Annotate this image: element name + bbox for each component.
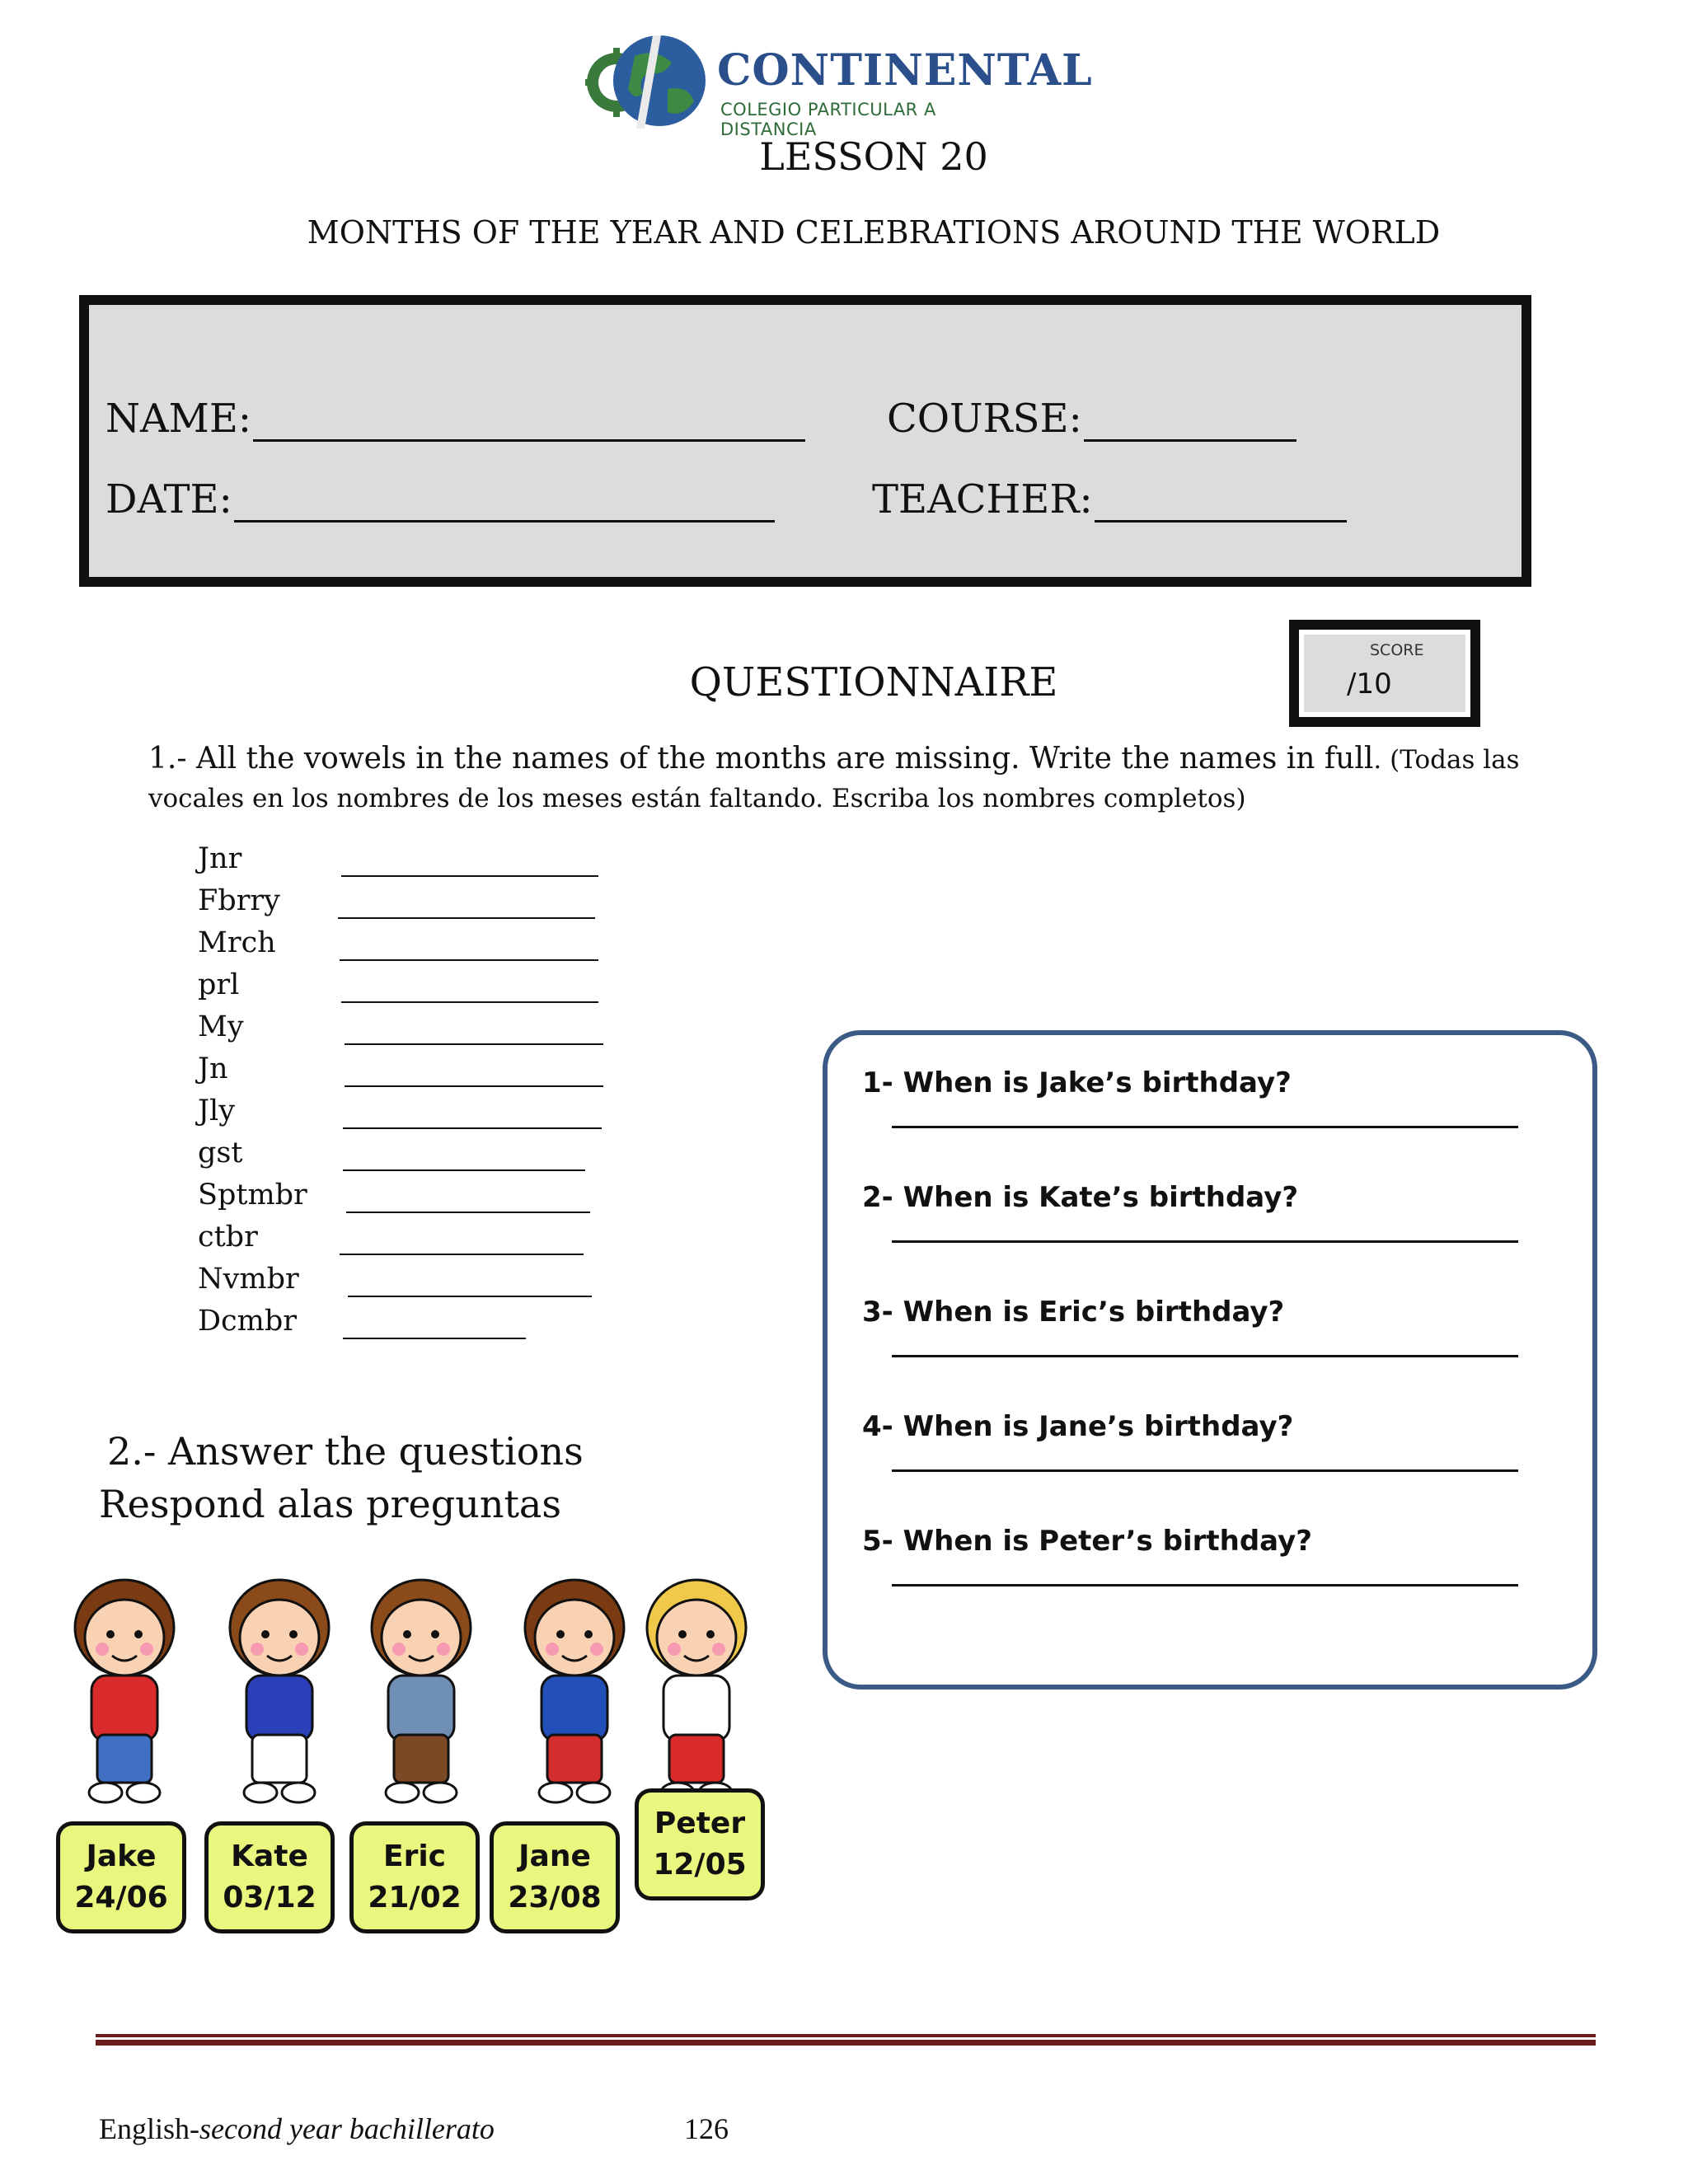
month-answer-blank[interactable] [340, 926, 598, 961]
kid-figure-jake [54, 1570, 195, 1817]
birthday-question: 3- When is Eric’s birthday? [862, 1296, 1285, 1329]
name-tag-peter [635, 1788, 765, 1900]
name-tag-kate [204, 1821, 335, 1933]
month-row [198, 926, 276, 966]
month-scrambled-label: gst [198, 1137, 243, 1169]
month-scrambled-label: Mrch [198, 926, 276, 959]
month-row [198, 1137, 242, 1176]
lesson-title: LESSON 20 [759, 134, 988, 179]
name-tag-eric [349, 1821, 480, 1933]
name-label: NAME: [106, 396, 252, 442]
kid-figure-jane [504, 1570, 645, 1817]
month-answer-blank[interactable] [341, 842, 598, 877]
date-field[interactable] [106, 476, 775, 523]
birthday-question: 1- When is Jake’s birthday? [862, 1066, 1292, 1099]
footer-subject-plain: English- [99, 2112, 199, 2145]
score-value: /10 [1347, 668, 1392, 701]
month-row [198, 884, 280, 924]
birthday-questions-panel [823, 1030, 1597, 1690]
birthday-answer-line[interactable] [892, 1584, 1518, 1586]
lesson-subtitle: MONTHS OF THE YEAR AND CELEBRATIONS AROUND THE WORLD [307, 214, 1441, 251]
kid-figure-eric [351, 1570, 491, 1817]
page-number: 126 [684, 2112, 729, 2145]
question-2-subtitle: Respond alas preguntas [99, 1482, 561, 1526]
name-field[interactable] [106, 396, 805, 442]
month-row [198, 1221, 258, 1260]
month-answer-blank[interactable] [343, 1305, 526, 1339]
course-label: COURSE: [887, 396, 1082, 442]
birthday-question: 4- When is Jane’s birthday? [862, 1410, 1294, 1443]
birthday-question: 5- When is Peter’s birthday? [862, 1525, 1312, 1558]
student-info-box [79, 295, 1531, 587]
kid-name: Eric [382, 1840, 447, 1873]
month-scrambled-label: ctbr [198, 1221, 258, 1254]
school-logo [577, 31, 1093, 139]
name-blank[interactable] [253, 403, 805, 442]
month-scrambled-label: prl [198, 968, 240, 1001]
question-1-text: All the vowels in the names of the months are missing. Write the names in full [195, 742, 1374, 776]
teacher-label: TEACHER: [872, 476, 1093, 523]
kid-name: Peter [654, 1807, 746, 1840]
footer-subject [99, 2111, 495, 2146]
month-scrambled-label: Sptmbr [198, 1179, 307, 1212]
course-field[interactable] [887, 396, 1296, 442]
date-blank[interactable] [234, 484, 775, 523]
course-blank[interactable] [1084, 403, 1296, 442]
birthday-answer-line[interactable] [892, 1240, 1518, 1243]
birthday-answer-line[interactable] [892, 1469, 1518, 1472]
name-tag-jane [490, 1821, 620, 1933]
birthday-question: 2- When is Kate’s birthday? [862, 1181, 1299, 1214]
month-answer-blank[interactable] [346, 1179, 590, 1213]
question-2-title: 2.- Answer the questions [107, 1429, 584, 1474]
kid-figure-kate [209, 1570, 349, 1817]
month-answer-blank[interactable] [343, 1094, 602, 1129]
brand-name: CONTINENTAL [717, 45, 1093, 96]
month-scrambled-label: Jly [198, 1094, 235, 1127]
questionnaire-title: QUESTIONNAIRE [689, 659, 1058, 705]
kid-birthday: 21/02 [368, 1881, 462, 1915]
month-row [198, 1179, 307, 1218]
month-scrambled-label: Dcmbr [198, 1305, 297, 1338]
month-row [198, 1052, 228, 1092]
date-label: DATE: [106, 476, 232, 523]
month-answer-blank[interactable] [341, 968, 598, 1003]
birthday-answer-line[interactable] [892, 1355, 1518, 1357]
kid-birthday: 23/08 [508, 1881, 602, 1915]
month-scrambled-label: Fbrry [198, 884, 280, 917]
month-scrambled-label: My [198, 1010, 244, 1043]
footer-subject-italic: second year bachillerato [199, 2112, 495, 2145]
birthday-answer-line[interactable] [892, 1126, 1518, 1128]
question-1-instruction [148, 740, 1582, 818]
kid-birthday: 12/05 [653, 1848, 747, 1882]
month-answer-blank[interactable] [345, 1010, 603, 1045]
question-1-number: 1.- [148, 742, 187, 776]
kid-name: Jane [518, 1840, 591, 1873]
month-row [198, 1305, 297, 1344]
month-answer-blank[interactable] [348, 1263, 592, 1297]
month-answer-blank[interactable] [343, 1137, 585, 1171]
month-scrambled-label: Jnr [198, 842, 242, 875]
kid-name: Jake [86, 1840, 157, 1873]
month-row [198, 1010, 244, 1050]
month-row [198, 1094, 235, 1134]
score-label: SCORE [1370, 641, 1424, 659]
teacher-field[interactable] [872, 476, 1347, 523]
kid-figure-peter [626, 1570, 767, 1817]
kid-name: Kate [231, 1840, 308, 1873]
name-tag-jake [56, 1821, 186, 1933]
teacher-blank[interactable] [1095, 484, 1347, 523]
kid-birthday: 03/12 [223, 1881, 316, 1915]
kid-birthday: 24/06 [74, 1881, 168, 1915]
question-1-translation: . (Todas las vocales en los nombres de los meses están faltando. Escriba los nombres completos) [148, 745, 1520, 813]
month-answer-blank[interactable] [345, 1052, 603, 1087]
month-row [198, 842, 241, 882]
month-row [198, 1263, 299, 1302]
brand-subtitle: COLEGIO PARTICULAR A DISTANCIA [720, 100, 936, 139]
month-scrambled-label: Jn [198, 1052, 228, 1085]
month-answer-blank[interactable] [340, 1221, 584, 1255]
globe-logo-icon [585, 31, 709, 134]
month-answer-blank[interactable] [338, 884, 595, 919]
month-scrambled-label: Nvmbr [198, 1263, 299, 1296]
month-row [198, 968, 239, 1008]
footer-rule [96, 2034, 1596, 2046]
